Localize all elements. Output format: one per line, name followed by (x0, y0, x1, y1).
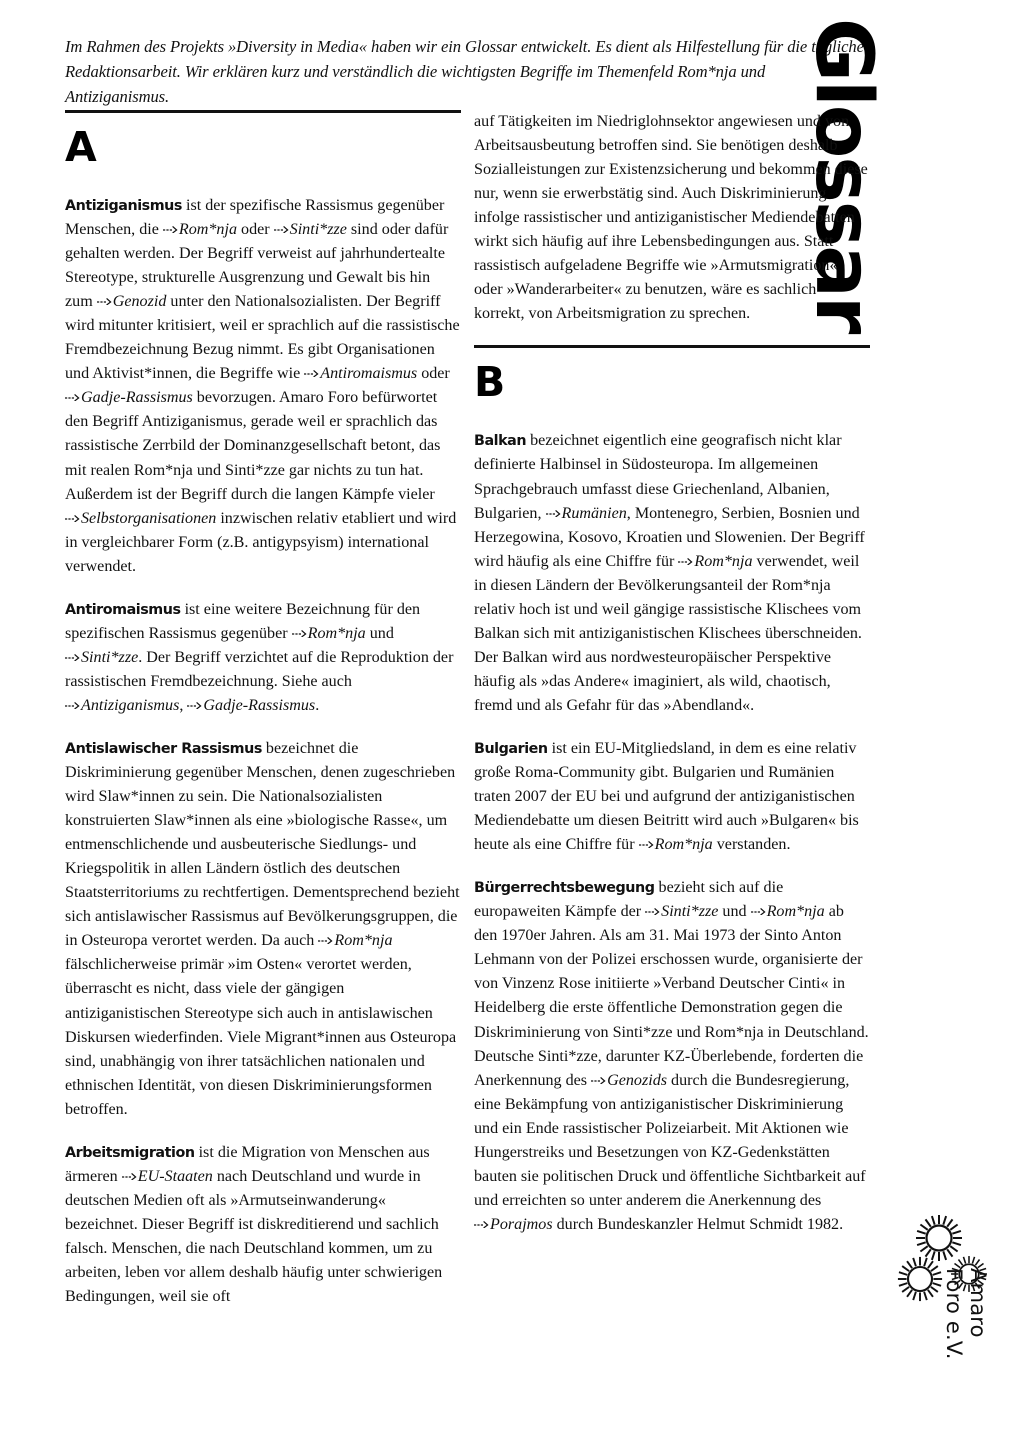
glossary-entry (65, 737, 461, 1122)
cross-reference[interactable] (65, 697, 179, 714)
entry-text: inzwischen relativ etabliert und wird in vergleichbarer Form (z.B. antigypsyism) international verwendet. (65, 509, 457, 575)
entry-text: nach Deutschland und wurde in deutschen Medien oft als »Armutseinwanderung« bezeichnet. Dieser Begriff ist diskreditierend und sachlich falsch. Menschen, die nach Deutschland kommen, um zu arbeiten, leben vor allem deshalb häufig unter schwierigen Bedingungen, weil sie oft (65, 1167, 443, 1306)
column-left (65, 110, 461, 1309)
cross-reference-label: Sinti*zze (289, 221, 347, 239)
dashed-arrow-icon (65, 700, 80, 709)
cross-reference[interactable] (645, 903, 718, 920)
glossary-entry (65, 598, 461, 718)
entry-term: Bürgerrechtsbewegung (474, 880, 655, 897)
section-rule (474, 345, 870, 348)
organization-logo (893, 1212, 1013, 1418)
cross-reference[interactable] (591, 1072, 667, 1089)
dashed-arrow-icon (678, 556, 693, 565)
cross-reference[interactable] (678, 553, 752, 570)
entry-text: durch Bundeskanzler Helmut Schmidt 1982. (552, 1215, 844, 1233)
glossary-entry (65, 194, 461, 579)
cross-reference-label: Gadje-Rassismus (203, 696, 316, 714)
dashed-arrow-icon (65, 392, 80, 401)
entry-text: durch die Bundesregierung, eine Bekämpfung von antiziganistischer Diskriminierung und ein Ende rassistischer Polizeiarbeit. Mit Aktionen wie Hungerstreiks und Besetzungen von KZ-Gedenkstätten bauten sie politischen Druck und öffentliche Sichtbarkeit auf und erreichten so unter anderem die Anerkennung des (474, 1071, 866, 1209)
entry-text: bezieht sich auf die europaweiten Kämpfe der (474, 879, 784, 921)
cross-reference-label: Rom*nja (178, 221, 237, 239)
entry-continuation: auf Tätigkeiten im Niedriglohnsektor angewiesen und von Arbeitsausbeutung betroffen sind. Sie benötigen deshalb Sozialleistungen zur Existenzsicherung und bekommen diese nur, wenn sie erwerbstätig sind. Auch Diskriminierung infolge rassistischer und antiziganistischer Mediendebatten wirkt sich häufig auf ihre Lebensbedingungen aus. Statt rassistisch aufgeladene Begriffe wie »Armutsmigration« oder »Wanderarbeiter« zu benutzen, wäre es sachlich korrekt, von Arbeitsmigration zu sprechen. (474, 113, 868, 323)
cross-reference[interactable] (546, 505, 627, 522)
dashed-arrow-icon (274, 224, 289, 233)
dashed-arrow-icon (97, 296, 112, 305)
cross-reference-label: Rom*nja (654, 836, 713, 854)
cross-reference-label: Rom*nja (766, 903, 825, 921)
entry-text: und (365, 624, 394, 642)
cross-reference[interactable] (122, 1168, 213, 1185)
section-rule (65, 110, 461, 113)
dashed-arrow-icon (304, 368, 319, 377)
entry-text: , (179, 696, 188, 714)
column-right (474, 110, 870, 1237)
logo-line-1: Amaro (966, 1268, 990, 1338)
entry-text: oder (417, 365, 450, 383)
cross-reference[interactable] (474, 1216, 553, 1233)
cross-reference-label: Antiromaismus (320, 365, 418, 383)
page-title: Glossar (798, 18, 888, 333)
cross-reference[interactable] (318, 932, 392, 949)
cross-reference[interactable] (65, 510, 216, 527)
entry-text: ist ein EU-Mitgliedsland, in dem es eine relativ große Roma-Community gibt. Bulgarien und Rumänien traten 2007 der EU bei und aufgrund der antiziganistischen Mediendebatte um diesen Beitritt wird auch »Bulgaren« bis heute als eine Chiffre für (474, 739, 859, 854)
cross-reference-label: Genozid (112, 293, 167, 311)
cross-reference-label: Rom*nja (334, 932, 393, 950)
entry-text: . (315, 696, 320, 714)
cross-reference[interactable] (639, 836, 713, 853)
dashed-arrow-icon (187, 700, 202, 709)
cross-reference[interactable] (187, 697, 315, 714)
entry-term: Antiromaismus (65, 601, 181, 618)
entry-text: ist die Migration von Menschen aus ärmeren (65, 1143, 430, 1185)
entry-text: . Der Begriff verzichtet auf die Reproduktion der rassistischen Fremdbezeichnung. Siehe auch (65, 648, 454, 690)
entry-term: Arbeitsmigration (65, 1144, 195, 1161)
cross-reference[interactable] (304, 365, 417, 382)
cross-reference-label: Rom*nja (307, 624, 366, 642)
entry-text: sind oder dafür gehalten werden. Der Begriff verweist auf jahrhundertealte Stereotype, strukturelle Ausgrenzung und Gewalt bis hin zum (65, 221, 449, 311)
dashed-arrow-icon (645, 906, 660, 915)
cross-reference-label: Porajmos (490, 1215, 553, 1233)
cross-reference-label: Antiziganismus (81, 696, 180, 714)
cross-reference-label: Gadje-Rassismus (81, 389, 193, 407)
entry-text: ist eine weitere Bezeichnung für den spezifischen Rassismus gegenüber (65, 600, 421, 642)
dashed-arrow-icon (65, 513, 80, 522)
dashed-arrow-icon (546, 508, 561, 517)
dashed-arrow-icon (318, 935, 333, 944)
intro-paragraph: Im Rahmen des Projekts »Diversity in Media« haben wir ein Glossar entwickelt. Es dient als Hilfestellung für die tägliche Redaktionsarbeit. Wir erklären kurz und verständlich die wichtigsten Begriffe im Themenfeld Rom*nja und Antiziganismus. (65, 37, 864, 107)
entry-term: Antislawischer Rassismus (65, 740, 262, 757)
entry-text: fälschlicherweise primär »im Osten« verortet werden, überrascht es nicht, dass viele der gängigen antiziganistischen Stereotype sich auch in antislawischen Diskursen wiederfinden. Viele Migrant*innen aus Osteuropa sind, unabhängig von ihrer tatsächlichen nationalen und ethnischen Identität, von diesen Diskriminierungsformen betroffen. (65, 956, 457, 1118)
dashed-arrow-icon (163, 224, 178, 233)
cross-reference-label: Rumänien (561, 504, 627, 522)
entry-term: Antiziganismus (65, 198, 182, 214)
dashed-arrow-icon (639, 839, 654, 848)
entry-text: verstanden. (712, 836, 791, 854)
dashed-arrow-icon (474, 1219, 489, 1228)
entry-term: Balkan (474, 433, 527, 450)
letter-heading-b: B (474, 358, 505, 407)
cross-reference-label: Sinti*zze (81, 648, 139, 666)
entry-text: unter den Nationalsozialisten. Der Begriff wird mitunter kritisiert, weil er sprachlich auf die rassistische Fremdbezeichnung Bezug nimmt. Es gibt Organisationen und Aktivist*innen, die Begriffe wie (65, 293, 460, 383)
entry-text: bezeichnet die Diskriminierung gegenüber Menschen, denen zugeschrieben wird Slaw*innen zu sein. Die Nationalsozialisten konstruierten Slaw*innen als eine »biologische Rasse«, um entmenschlichende und ausbeuterische Siedlungs- und Kriegspolitik in allen Ländern östlich des deutschen Staatsterritoriums zu rechtfertigen. Dementsprechend bezieht sich antislawischer Rassismus auf Bevölkerungsgruppen, die in Osteuropa verortet werden. Da auch (65, 739, 460, 950)
dashed-arrow-icon (751, 906, 766, 915)
cross-reference-label: Genozids (607, 1071, 668, 1089)
entry-text: bevorzugen. Amaro Foro befürwortet den Begriff Antiziganismus, gerade weil er sprachlich das rassistische Zerrbild der Dominanzgesellschaft betont, das mit realen Rom*nja und Sinti*zze gar nichts zu tun hat. Außerdem ist der Begriff durch die langen Kämpfe vieler (65, 389, 441, 503)
cross-reference-label: EU-Staaten (137, 1167, 213, 1185)
cross-reference[interactable] (292, 625, 366, 642)
cross-reference[interactable] (751, 903, 825, 920)
glossary-entry (65, 1141, 461, 1309)
cross-reference[interactable] (97, 293, 167, 310)
cross-reference[interactable] (65, 649, 138, 666)
entry-text: oder (237, 221, 274, 239)
entry-text: ist der spezifische Rassismus gegenüber Menschen, die (65, 197, 445, 239)
cross-reference[interactable] (65, 389, 193, 406)
cross-reference[interactable] (274, 221, 347, 238)
letter-heading-a: A (65, 123, 96, 171)
entry-text: verwendet, weil in diesen Ländern der Bevölkerungsanteil der Rom*nja relativ hoch ist und weil gängige rassistische Klischees vom Balkan sich mit antiziganistischen Klischees überschneiden. Der Balkan wird aus nordwesteuropäischer Perspektive häufig als »das Andere« imaginiert, als wild, chaotisch, fremd und als Gefahr für das »Abendland«. (474, 552, 862, 714)
entry-text: und (718, 903, 751, 921)
cross-reference-label: Sinti*zze (661, 903, 719, 921)
glossary-entry (474, 737, 870, 857)
glossary-entry (474, 429, 870, 718)
glossary-entry (474, 876, 870, 1237)
dashed-arrow-icon (591, 1075, 606, 1084)
entry-text: , Montenegro, Serbien, Bosnien und Herzegowina, Kosovo, Kroatien und Slowenien. Der Begriff wird häufig als eine Chiffre für (474, 504, 865, 570)
logo-line-2: Foro e.V. (942, 1268, 967, 1360)
logo-wordmark (942, 1268, 989, 1360)
entry-text: ab den 1970er Jahren. Als am 31. Mai 1973 der Sinto Anton Lehmann von der Polizei erschossen wurde, organisierte der von Vinzenz Rose initiierte »Verband Deutscher Cinti« in Heidelberg die erste öffentliche Demonstration gegen die Diskriminierung von Sinti*zze und Rom*nja in Deutschland. Deutsche Sinti*zze, darunter KZ-Überlebende, forderten die Anerkennung des (474, 903, 869, 1089)
entry-text: bezeichnet eigentlich eine geografisch nicht klar definierte Halbinsel in Südosteuropa. Im allgemeinen Sprachgebrauch umfasst diese Griechenland, Albanien, Bulgarien, (474, 432, 842, 522)
dashed-arrow-icon (122, 1171, 137, 1180)
cross-reference-label: Rom*nja (694, 552, 753, 570)
cross-reference[interactable] (163, 221, 237, 238)
dashed-arrow-icon (65, 652, 80, 661)
dashed-arrow-icon (292, 628, 307, 637)
entry-term: Bulgarien (474, 740, 548, 757)
cross-reference-label: Selbstorganisationen (81, 509, 217, 527)
